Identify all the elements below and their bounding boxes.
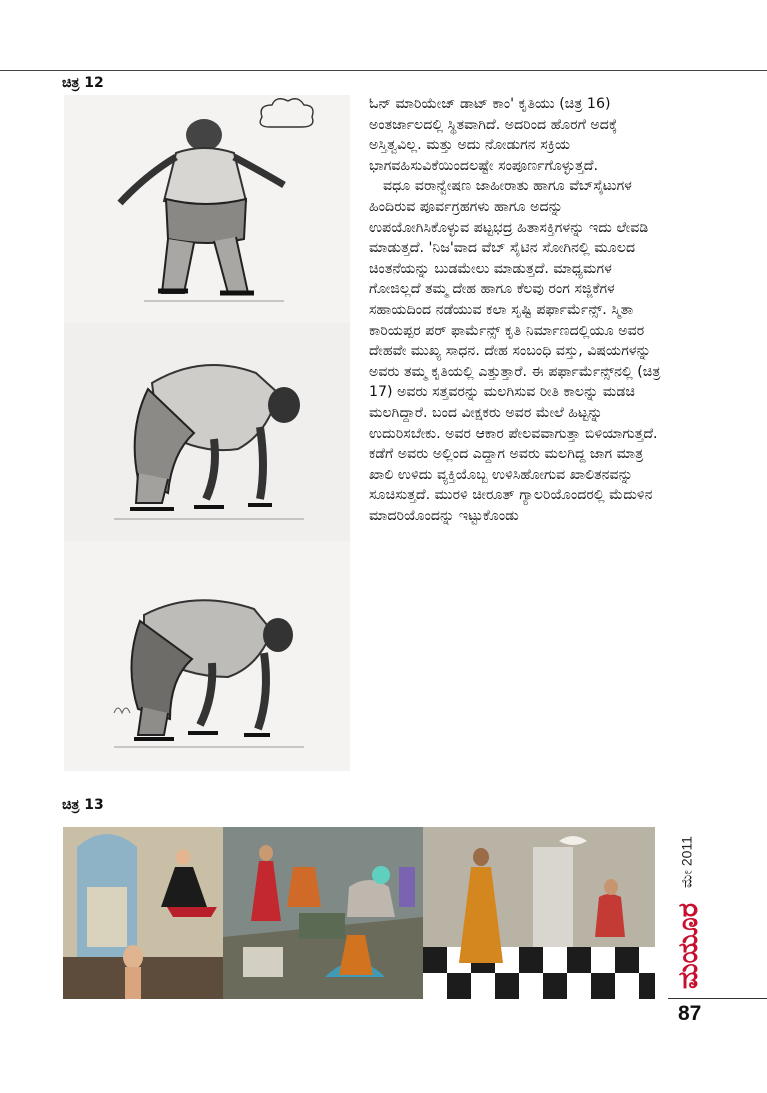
issue-date-text: ಮೇ 2011 xyxy=(678,836,695,888)
sketch-crouching-figure xyxy=(64,541,350,771)
sketch-bending-figure xyxy=(64,323,350,541)
magazine-logo-text: ಮಯೂರ xyxy=(673,902,704,990)
crouching-figure-drawing xyxy=(64,541,350,771)
figure-12-caption: ಚಿತ್ರ 12 xyxy=(62,75,104,91)
figure-13-caption: ಚಿತ್ರ 13 xyxy=(62,797,104,813)
magazine-logo xyxy=(672,900,706,992)
article-text xyxy=(369,94,665,526)
standing-figure-drawing xyxy=(64,95,350,323)
page-number-rule xyxy=(668,998,767,999)
bending-figure-drawing xyxy=(64,323,350,541)
issue-date xyxy=(672,826,702,898)
top-rule xyxy=(0,70,767,71)
figure-13-collage xyxy=(63,827,655,999)
page-number: 87 xyxy=(678,1002,702,1025)
collage-painting xyxy=(63,827,655,999)
article-paragraph-2: ವಧೂ ವರಾನ್ವೇಷಣ ಜಾಹೀರಾತು ಹಾಗೂ ವೆಬ್‌ಸೈಟುಗಳ ಹಿಂದಿರುವ ಪೂರ್ವಗ್ರಹಗಳು ಹಾಗೂ ಅದನ್ನು ಉಪಯೋಗಿಸಿಕೊಳ್ಳುವ ಪಟ್ಟಭದ್ರ ಹಿತಾಸಕ್ತಿಗಳನ್ನು ಇದು ಲೇವಡಿ ಮಾಡುತ್ತದೆ. 'ನಿಜ'ವಾದ ವೆಬ್ ಸೈಟಿನ ಸೋಗಿನಲ್ಲಿ ಮೂಲದ ಚಿಂತನೆಯನ್ನು ಬುಡಮೇಲು ಮಾಡುತ್ತದೆ. ಮಾಧ್ಯಮಗಳ ಗೋಜಿಲ್ಲದೆ ತಮ್ಮ ದೇಹ ಹಾಗೂ ಕೆಲವು ರಂಗ ಸಜ್ಜಿಕೆಗಳ ಸಹಾಯದಿಂದ ನಡೆಯುವ ಕಲಾ ಸೃಷ್ಟಿ ಪರ್ಫಾರ್ಮೆನ್ಸ್. ಸ್ಮಿತಾ ಕಾರಿಯಪ್ಪರ ಪರ್ ಫಾರ್ಮೆನ್ಸ್ ಕೃತಿ ನಿರ್ಮಾಣದಲ್ಲಿಯೂ ಅವರ ದೇಹವೇ ಮುಖ್ಯ ಸಾಧನ. ದೇಹ ಸಂಬಂಧಿ ವಸ್ತು, ವಿಷಯಗಳನ್ನು ಅವರು ತಮ್ಮ ಕೃತಿಯಲ್ಲಿ ಎತ್ತುತ್ತಾರೆ. ಈ ಪರ್ಫಾರ್ಮೆನ್ಸ್‌ನಲ್ಲಿ (ಚಿತ್ರ 17) ಅವರು ಸತ್ತವರನ್ನು ಮಲಗಿಸುವ ರೀತಿ ಕಾಲನ್ನು ಮಡಚಿ ಮಲಗಿದ್ದಾರೆ. ಬಂದ ವೀಕ್ಷಕರು ಅವರ ಮೇಲೆ ಹಿಟ್ಟನ್ನು ಉದುರಿಸಬೇಕು. ಅವರ ಆಕಾರ ಪೇಲವವಾಗುತ್ತಾ ಬಿಳಿಯಾಗುತ್ತದೆ. ಕಡೆಗೆ ಅವರು ಅಲ್ಲಿಂದ ಎದ್ದಾಗ ಅವರು ಮಲಗಿದ್ದ ಜಾಗ ಮಾತ್ರ ಖಾಲಿ ಉಳಿದು ವ್ಯಕ್ತಿಯೊಬ್ಬ ಉಳಿಸಿಹೋಗುವ ಖಾಲಿತನವನ್ನು ಸೂಚಿಸುತ್ತದೆ. ಮುರಳಿ ಚೀರೂತ್ ಗ್ಯಾಲರಿಯೊಂದರಲ್ಲಿ ಮೆದುಳಿನ ಮಾದರಿಯೊಂದನ್ನು ಇಟ್ಟುಕೊಂಡು xyxy=(369,178,661,524)
sketch-standing-figure xyxy=(64,95,350,323)
article-paragraph-1: ಓನ್ ಮಾರಿಯೇಜ್ ಡಾಟ್ ಕಾಂ' ಕೃತಿಯು (ಚಿತ್ರ 16) ಅಂತರ್ಜಾಲದಲ್ಲಿ ಸ್ಥಿತವಾಗಿದೆ. ಅದರಿಂದ ಹೊರಗೆ ಅದಕ್ಕೆ ಅಸ್ತಿತ್ವವಿಲ್ಲ. ಮತ್ತು ಅದು ನೋಡುಗನ ಸಕ್ರಿಯ ಭಾಗವಹಿಸುವಿಕೆಯಿಂದಲಷ್ಟೇ ಸಂಪೂರ್ಣಗೊಳ್ಳುತ್ತದೆ. xyxy=(369,96,618,174)
